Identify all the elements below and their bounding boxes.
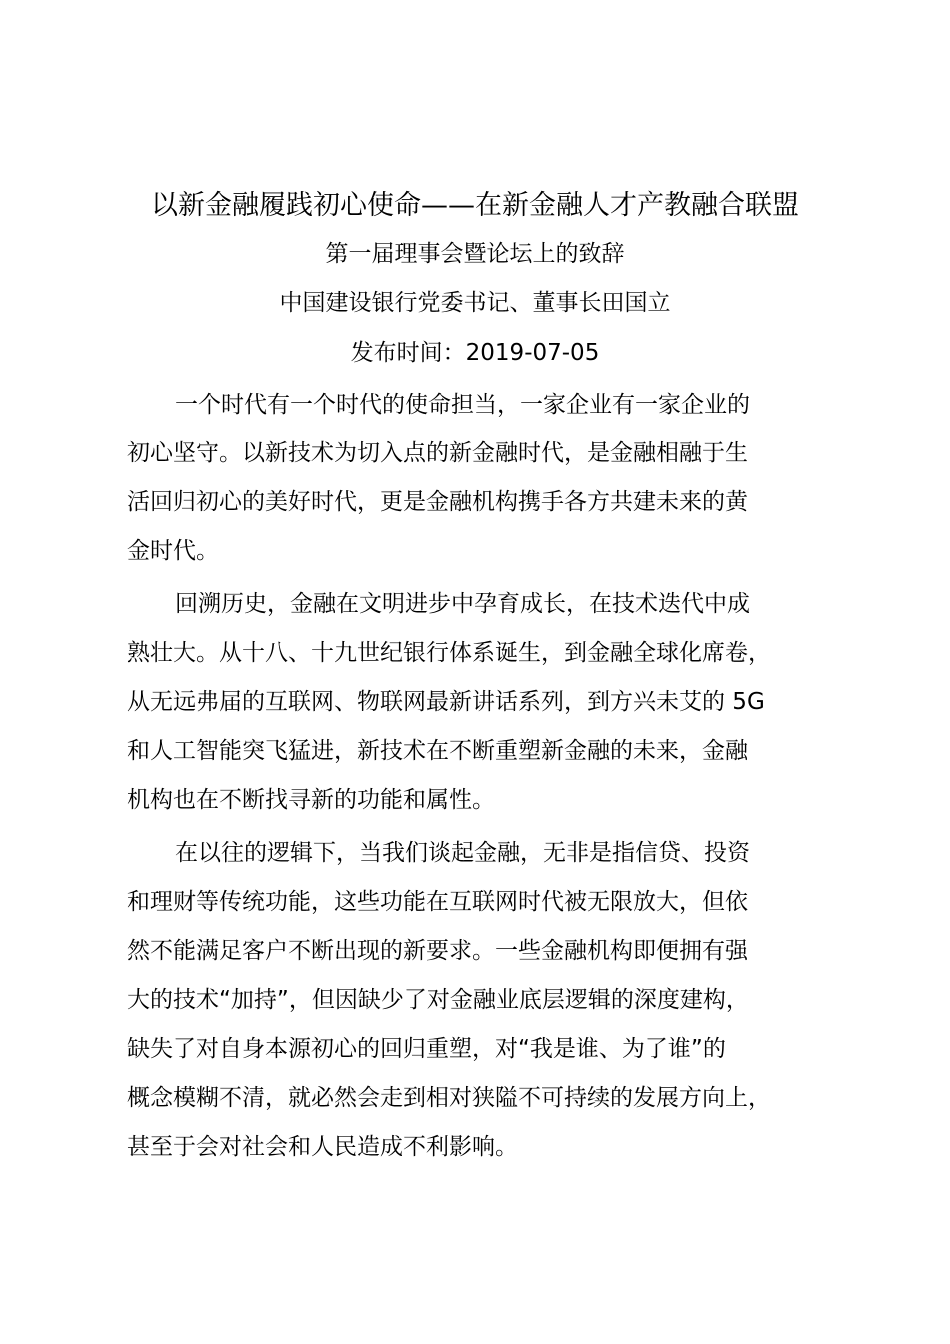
author-line: 中国建设银行党委书记、董事长田国立 xyxy=(279,290,671,316)
paragraph-line: 然不能满足客户不断出现的新要求。一些金融机构即便拥有强 xyxy=(127,938,748,964)
paragraph-line: 初心坚守。以新技术为切入点的新金融时代，是金融相融于生 xyxy=(127,440,748,466)
paragraph-line: 在以往的逻辑下，当我们谈起金融，无非是指信贷、投资 xyxy=(175,840,750,866)
paragraph-line: 回溯历史，金融在文明进步中孕育成长，在技术迭代中成 xyxy=(175,591,750,617)
document-subtitle: 第一届理事会暨论坛上的致辞 xyxy=(325,241,625,267)
paragraph-line: 概念模糊不清，就必然会走到相对狭隘不可持续的发展方向上， xyxy=(127,1085,771,1111)
paragraph-line: 大的技术“加持”，但因缺少了对金融业底层逻辑的深度建构， xyxy=(127,987,749,1013)
document-title: 以新金融履践初心使命——在新金融人才产教融合联盟 xyxy=(151,190,799,221)
paragraph-line: 从无远弗届的互联网、物联网最新讲话系列，到方兴未艾的 5G xyxy=(127,689,765,715)
paragraph-line: 机构也在不断找寻新的功能和属性。 xyxy=(127,787,495,813)
paragraph-line: 金时代。 xyxy=(127,538,219,564)
paragraph-line: 和理财等传统功能，这些功能在互联网时代被无限放大，但依 xyxy=(127,889,748,915)
paragraph-line: 熟壮大。从十八、十九世纪银行体系诞生，到金融全球化席卷， xyxy=(127,640,771,666)
paragraph-line: 甚至于会对社会和人民造成不利影响。 xyxy=(127,1134,518,1160)
paragraph-line: 缺失了对自身本源初心的回归重塑，对“我是谁、为了谁”的 xyxy=(127,1036,726,1062)
paragraph-line: 活回归初心的美好时代，更是金融机构携手各方共建未来的黄 xyxy=(127,489,748,515)
paragraph-line: 和人工智能突飞猛进，新技术在不断重塑新金融的未来，金融 xyxy=(127,738,748,764)
publish-date: 发布时间：2019-07-05 xyxy=(350,340,600,366)
paragraph-line: 一个时代有一个时代的使命担当，一家企业有一家企业的 xyxy=(175,392,750,418)
